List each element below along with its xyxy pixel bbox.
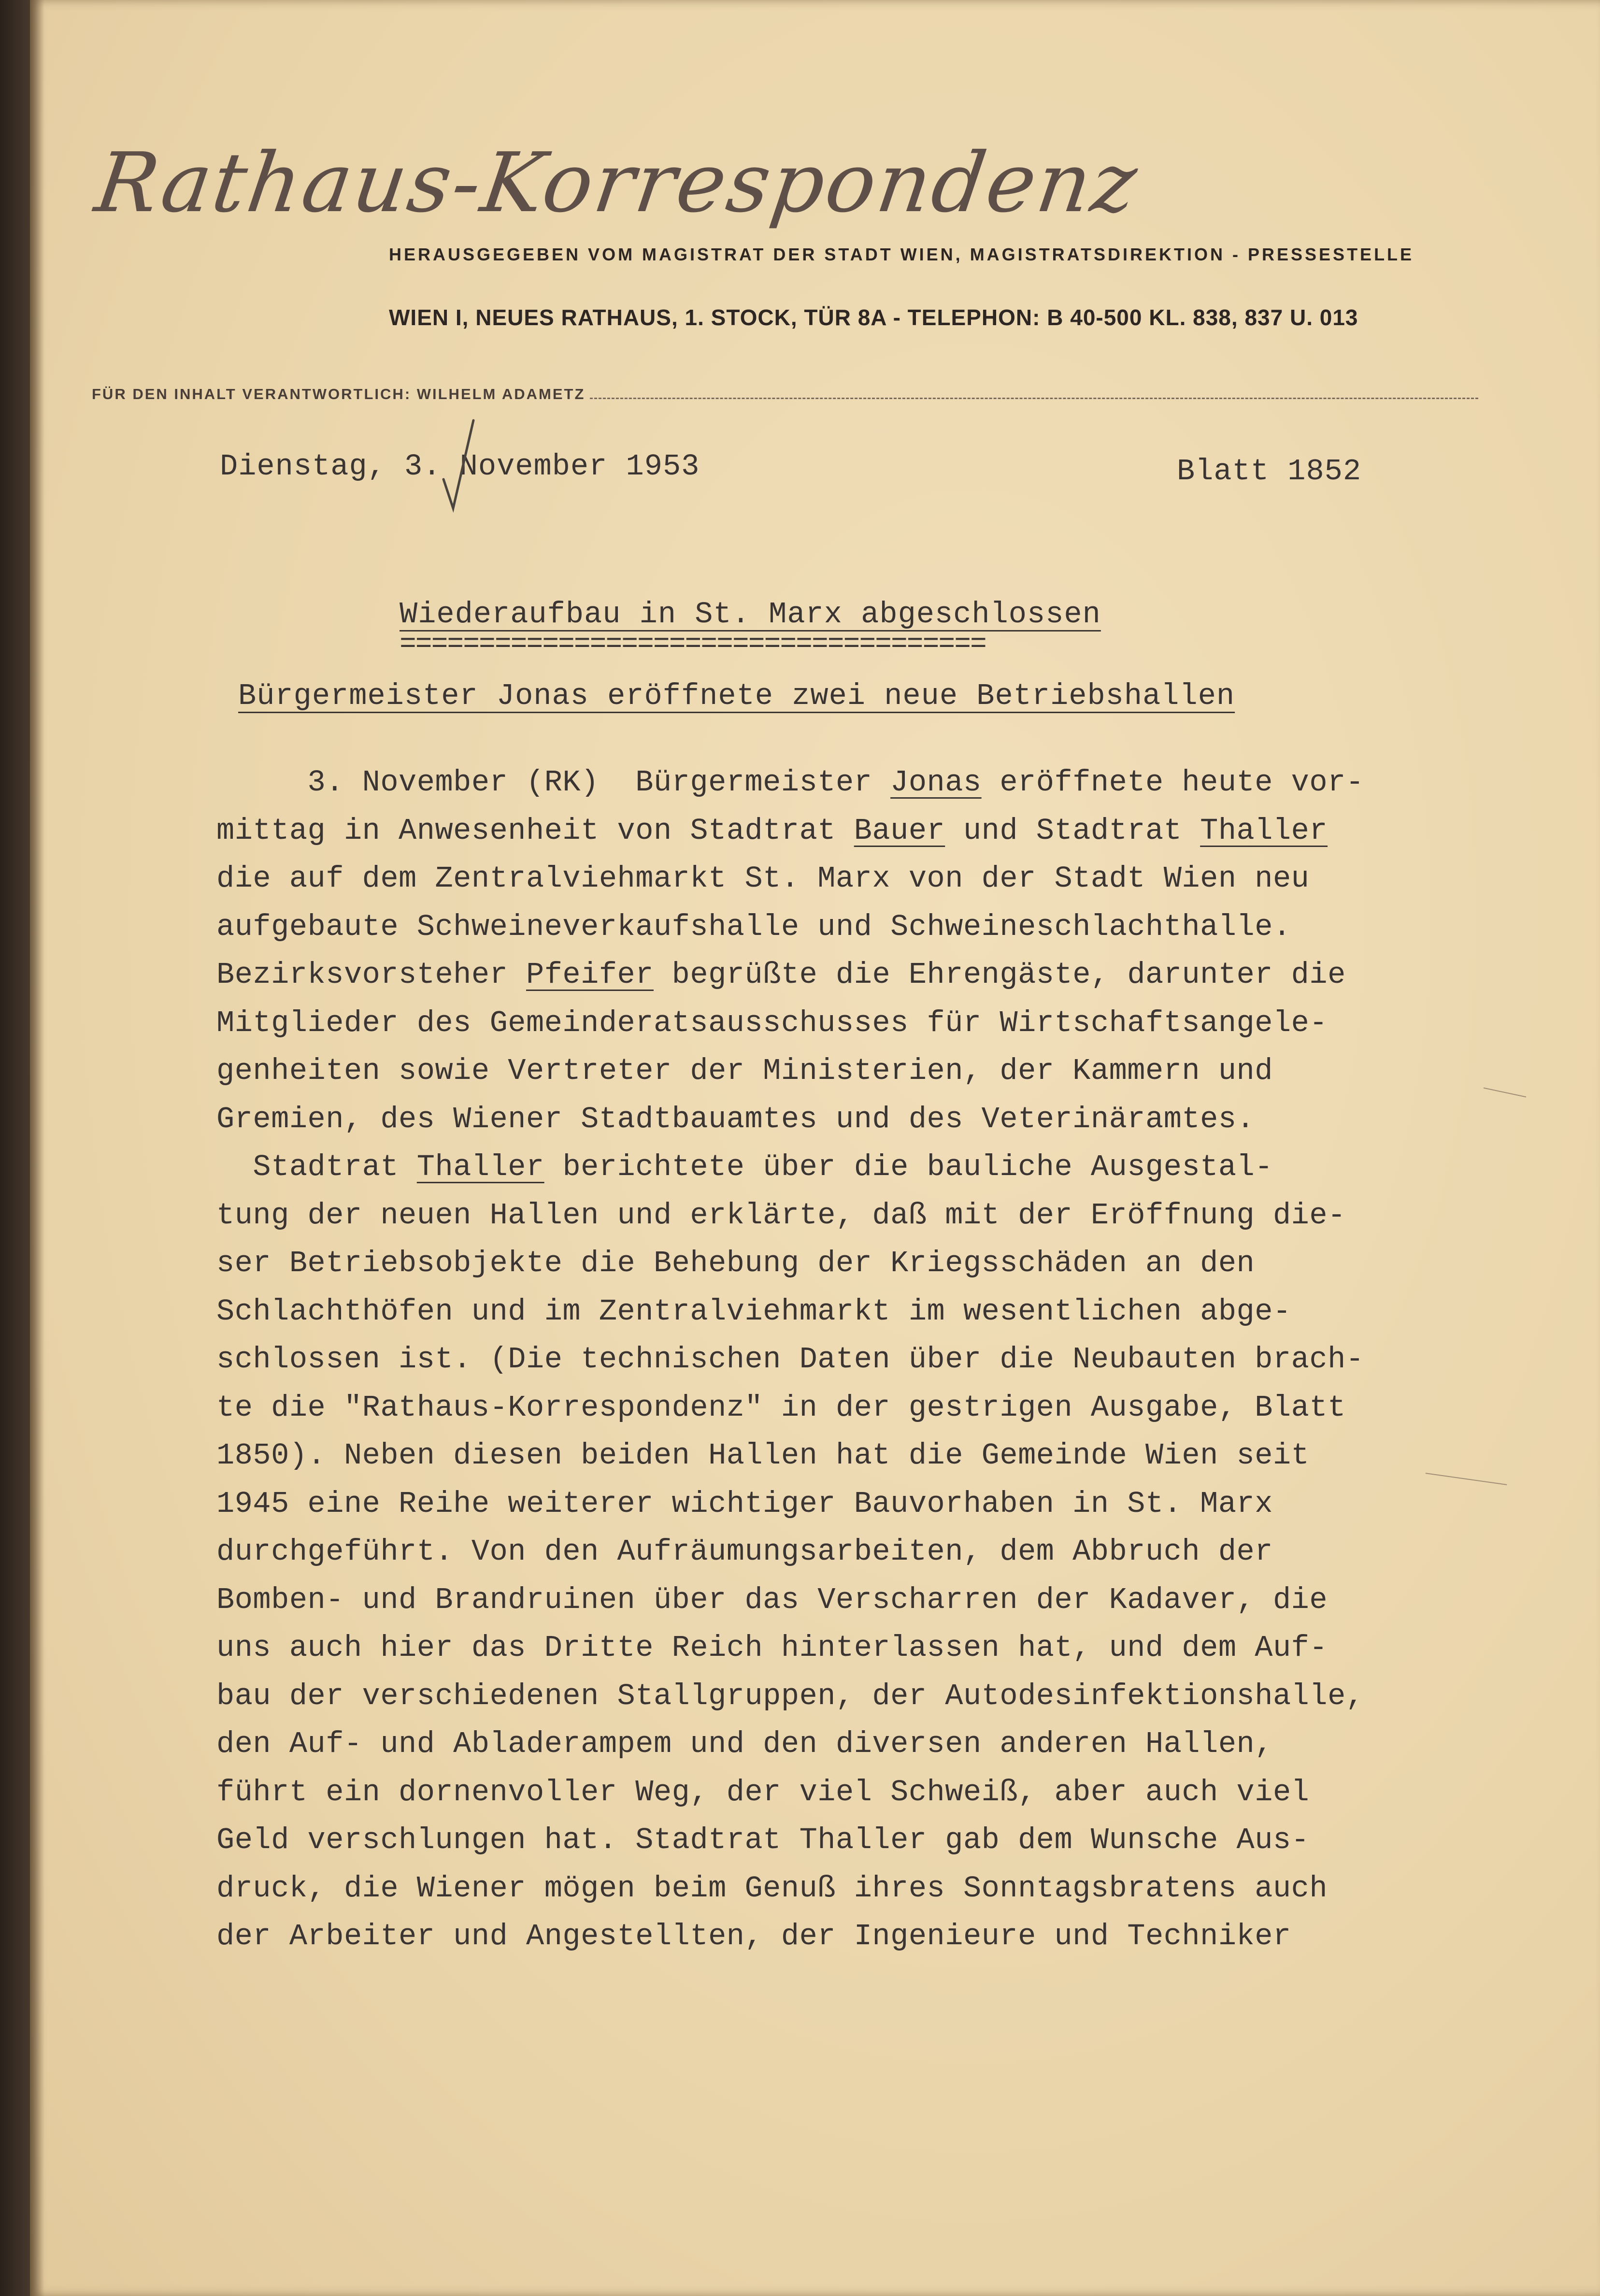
body-line: [216, 951, 1482, 999]
responsible-rule: [590, 398, 1478, 399]
body-text-segment: und Stadtrat: [945, 813, 1200, 848]
body-text-segment: Schlachthöfen und im Zentralviehmarkt im wesentlichen abge-: [216, 1294, 1291, 1329]
body-text-segment: tung der neuen Hallen und erklärte, daß mit der Eröffnung die-: [216, 1198, 1346, 1233]
body-line: [216, 1528, 1482, 1576]
article-subheadline: Bürgermeister Jonas eröffnete zwei neue Betriebshallen: [238, 679, 1235, 713]
underlined-name: Jonas: [890, 765, 982, 800]
body-text-segment: schlossen ist. (Die technischen Daten über die Neubauten brach-: [216, 1342, 1364, 1377]
scanner-background: [0, 0, 34, 2296]
body-line: [216, 1432, 1482, 1480]
body-text-segment: aufgebaute Schweineverkaufshalle und Schweineschlachthalle.: [216, 909, 1291, 944]
underlined-name: Bauer: [854, 813, 945, 848]
body-line: [216, 1239, 1482, 1288]
body-text-segment: Stadtrat: [216, 1150, 417, 1184]
body-line: [216, 1624, 1482, 1672]
body-line: [216, 1143, 1482, 1191]
body-line: [216, 1095, 1482, 1144]
body-text-segment: Bezirksvorsteher: [216, 958, 527, 992]
body-text-segment: ser Betriebsobjekte die Behebung der Kriegsschäden an den: [216, 1246, 1255, 1280]
responsible-row: [92, 382, 1478, 403]
body-line: [216, 1816, 1482, 1865]
body-text-segment: Mitglieder des Gemeinderatsausschusses für Wirtschaftsangele-: [216, 1005, 1328, 1040]
body-text-segment: 1945 eine Reihe weiterer wichtiger Bauvorhaben in St. Marx: [216, 1486, 1273, 1521]
body-text-segment: begrüßte die Ehrengäste, darunter die: [653, 958, 1346, 992]
underlined-name: Thaller: [1200, 813, 1328, 848]
body-line: [216, 759, 1482, 807]
body-line: [216, 999, 1482, 1048]
body-text-segment: 1850). Neben diesen beiden Hallen hat die Gemeinde Wien seit: [216, 1438, 1310, 1473]
body-text-segment: genheiten sowie Vertreter der Ministerien, der Kammern und: [216, 1054, 1273, 1088]
article-headline: Wiederaufbau in St. Marx abgeschlossen: [400, 597, 1101, 631]
body-line: [216, 1047, 1482, 1095]
body-line: [216, 1480, 1482, 1528]
body-line: [216, 855, 1482, 903]
publisher-line: HERAUSGEGEBEN VOM MAGISTRAT DER STADT WIEN, MAGISTRATSDIREKTION - PRESSESTELLE: [389, 244, 1414, 264]
body-text-segment: eröffnete heute vor-: [981, 765, 1364, 800]
body-text-segment: berichtete über die bauliche Ausgestal-: [544, 1150, 1273, 1184]
body-text-segment: 3. November (RK) Bürgermeister: [216, 765, 891, 800]
body-line: [216, 1912, 1482, 1961]
body-line: [216, 1384, 1482, 1432]
body-text-segment: uns auch hier das Dritte Reich hinterlassen hat, und dem Auf-: [216, 1631, 1328, 1665]
body-line: [216, 1191, 1482, 1240]
body-text-segment: führt ein dornenvoller Weg, der viel Schweiß, aber auch viel: [216, 1775, 1310, 1809]
body-text-segment: Bomben- und Brandruinen über das Verscharren der Kadaver, die: [216, 1582, 1328, 1617]
body-text-segment: der Arbeiter und Angestellten, der Ingenieure und Techniker: [216, 1919, 1291, 1953]
body-line: [216, 1576, 1482, 1624]
body-text-segment: die auf dem Zentralviehmarkt St. Marx von der Stadt Wien neu: [216, 861, 1310, 896]
responsible-label: FÜR DEN INHALT VERANTWORTLICH: WILHELM ADAMETZ: [92, 386, 586, 402]
body-text-segment: druck, die Wiener mögen beim Genuß ihres Sonntagsbratens auch: [216, 1871, 1328, 1906]
body-text-segment: Geld verschlungen hat. Stadtrat Thaller gab dem Wunsche Aus-: [216, 1823, 1310, 1857]
body-line: [216, 1720, 1482, 1768]
body-text-segment: te die "Rathaus-Korrespondenz" in der gestrigen Ausgabe, Blatt: [216, 1390, 1346, 1425]
body-line: [216, 1288, 1482, 1336]
handwritten-check-icon: [440, 416, 478, 513]
body-text-segment: den Auf- und Abladerampem und den diversen anderen Hallen,: [216, 1727, 1273, 1761]
body-line: [216, 1335, 1482, 1384]
article-body: [216, 759, 1482, 1961]
headline-double-rule: =====================================: [400, 629, 986, 660]
body-text-segment: durchgeführt. Von den Aufräumungsarbeiten, dem Abbruch der: [216, 1535, 1273, 1569]
date-line: Dienstag, 3. November 1953: [220, 449, 700, 484]
body-line: [216, 903, 1482, 951]
address-line: WIEN I, NEUES RATHAUS, 1. STOCK, TÜR 8A - TELEPHON: B 40-500 KL. 838, 837 U. 013: [389, 305, 1358, 330]
body-text-segment: mittag in Anwesenheit von Stadtrat: [216, 813, 854, 848]
body-text-segment: bau der verschiedenen Stallgruppen, der Autodesinfektionshalle,: [216, 1679, 1364, 1713]
page-binding-shadow: [30, 0, 44, 2296]
underlined-name: Pfeifer: [526, 958, 654, 992]
body-line: [216, 1768, 1482, 1817]
masthead-title: Rathaus-Korrespondenz: [90, 135, 1144, 231]
sheet-number: Blatt 1852: [1177, 454, 1362, 488]
body-line: [216, 1865, 1482, 1913]
underlined-name: Thaller: [416, 1150, 544, 1184]
body-line: [216, 1672, 1482, 1721]
body-text-segment: Gremien, des Wiener Stadtbauamtes und des Veterinäramtes.: [216, 1102, 1255, 1136]
body-line: [216, 807, 1482, 855]
